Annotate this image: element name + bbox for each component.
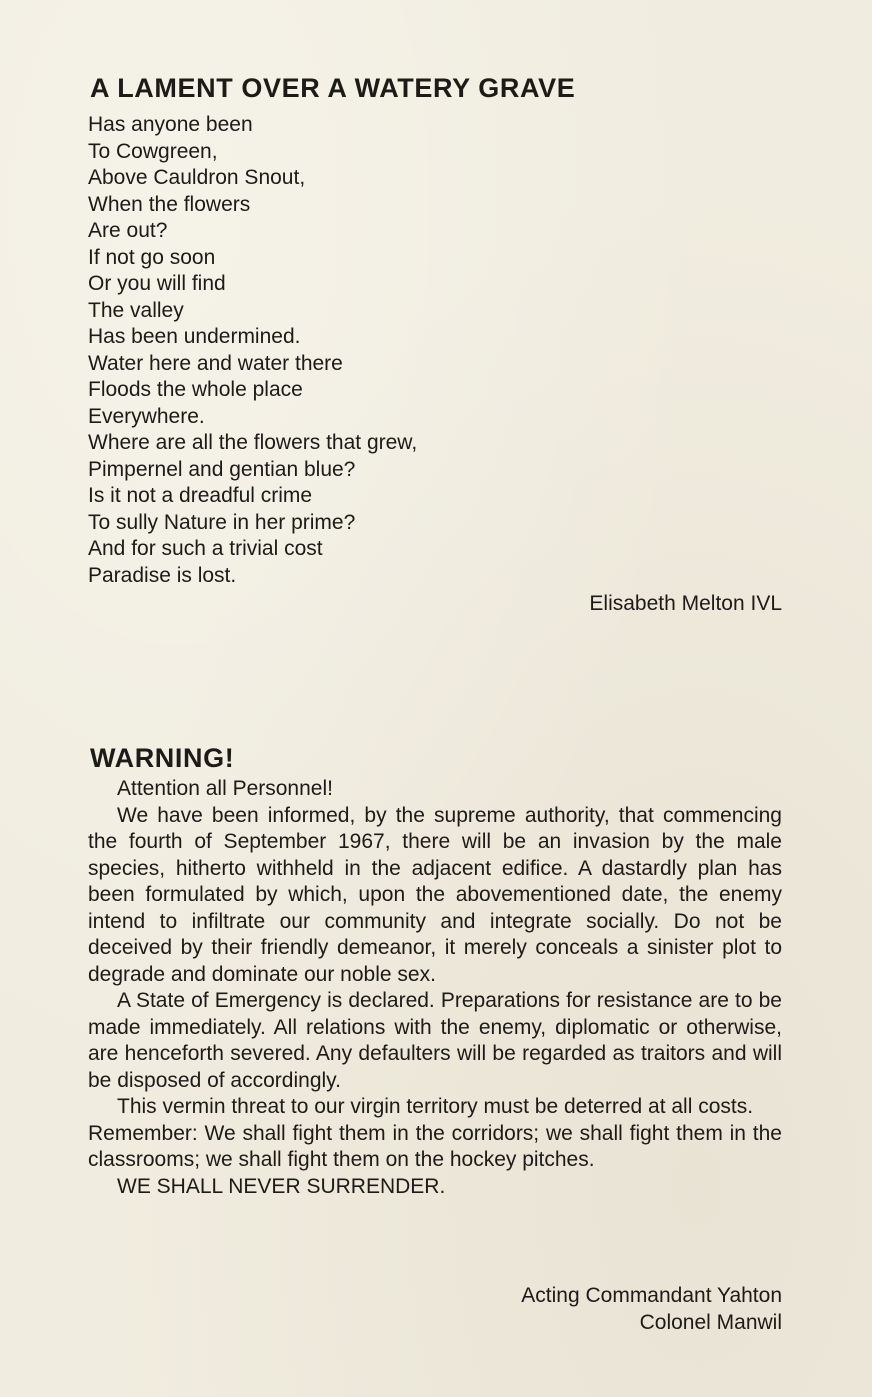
poem-author: Elisabeth Melton IVL xyxy=(589,592,782,615)
signature-line: Acting Commandant Yahton xyxy=(521,1284,782,1307)
poem-line: Are out? xyxy=(88,219,168,242)
poem-line: If not go soon xyxy=(88,245,216,269)
poem-line: Pimpernel and gentian blue? xyxy=(88,457,356,481)
poem-line: To sully Nature in her prime? xyxy=(88,510,356,534)
warning-attention: Attention all Personnel! xyxy=(117,777,333,800)
poem-section xyxy=(88,70,788,589)
warning-paragraph: This vermin threat to our virgin territory must be deterred at all costs. xyxy=(117,1095,754,1118)
signature-line: Colonel Manwil xyxy=(639,1311,782,1334)
warning-signatures xyxy=(521,1282,782,1336)
poem-line: To Cowgreen, xyxy=(88,139,218,163)
warning-paragraph: We have been informed, by the supreme authority, that commencing the fourth of September 1967, there will be an invasion by the male species, hitherto withheld in the adjacent edifice. A dastardly plan has been formulated by which, upon the abovementioned date, the enemy intend to infiltrate our community and integrate socially. Do not be deceived by their friendly demeanor, it merely conceals a sinister plot to degrade and dominate our noble sex. xyxy=(88,803,782,986)
poem-line: Above Cauldron Snout, xyxy=(88,166,306,189)
poem-line: Has anyone been xyxy=(88,113,253,136)
poem-line: Where are all the flowers that grew, xyxy=(88,431,418,454)
warning-paragraph: Remember: We shall fight them in the corridors; we shall fight them in the classrooms; we shall fight them on the hockey pitches. xyxy=(88,1121,782,1171)
warning-title: WARNING! xyxy=(90,743,235,773)
poem-line: When the flowers xyxy=(88,192,251,216)
poem-line: And for such a trivial cost xyxy=(88,537,323,560)
poem-line: Floods the whole place xyxy=(88,378,303,401)
poem-line: Paradise is lost. xyxy=(88,563,237,587)
poem-line: Is it not a dreadful crime xyxy=(88,484,313,507)
poem-lines xyxy=(88,112,788,589)
warning-section xyxy=(88,740,782,1200)
poem-title: A LAMENT OVER A WATERY GRAVE xyxy=(90,73,576,103)
poem-line: Has been undermined. xyxy=(88,325,301,348)
warning-paragraph: A State of Emergency is declared. Preparations for resistance are to be made immediately. All relations with the enemy, diplomatic or otherwise, are henceforth severed. Any defaulters will be regarded as traitors and will be disposed of accordingly. xyxy=(88,989,782,1092)
warning-closing: WE SHALL NEVER SURRENDER. xyxy=(117,1174,446,1198)
poem-line: Everywhere. xyxy=(88,404,205,428)
poem-line: Water here and water there xyxy=(88,351,343,375)
poem-line: Or you will find xyxy=(88,272,226,295)
poem-line: The valley xyxy=(88,298,184,322)
